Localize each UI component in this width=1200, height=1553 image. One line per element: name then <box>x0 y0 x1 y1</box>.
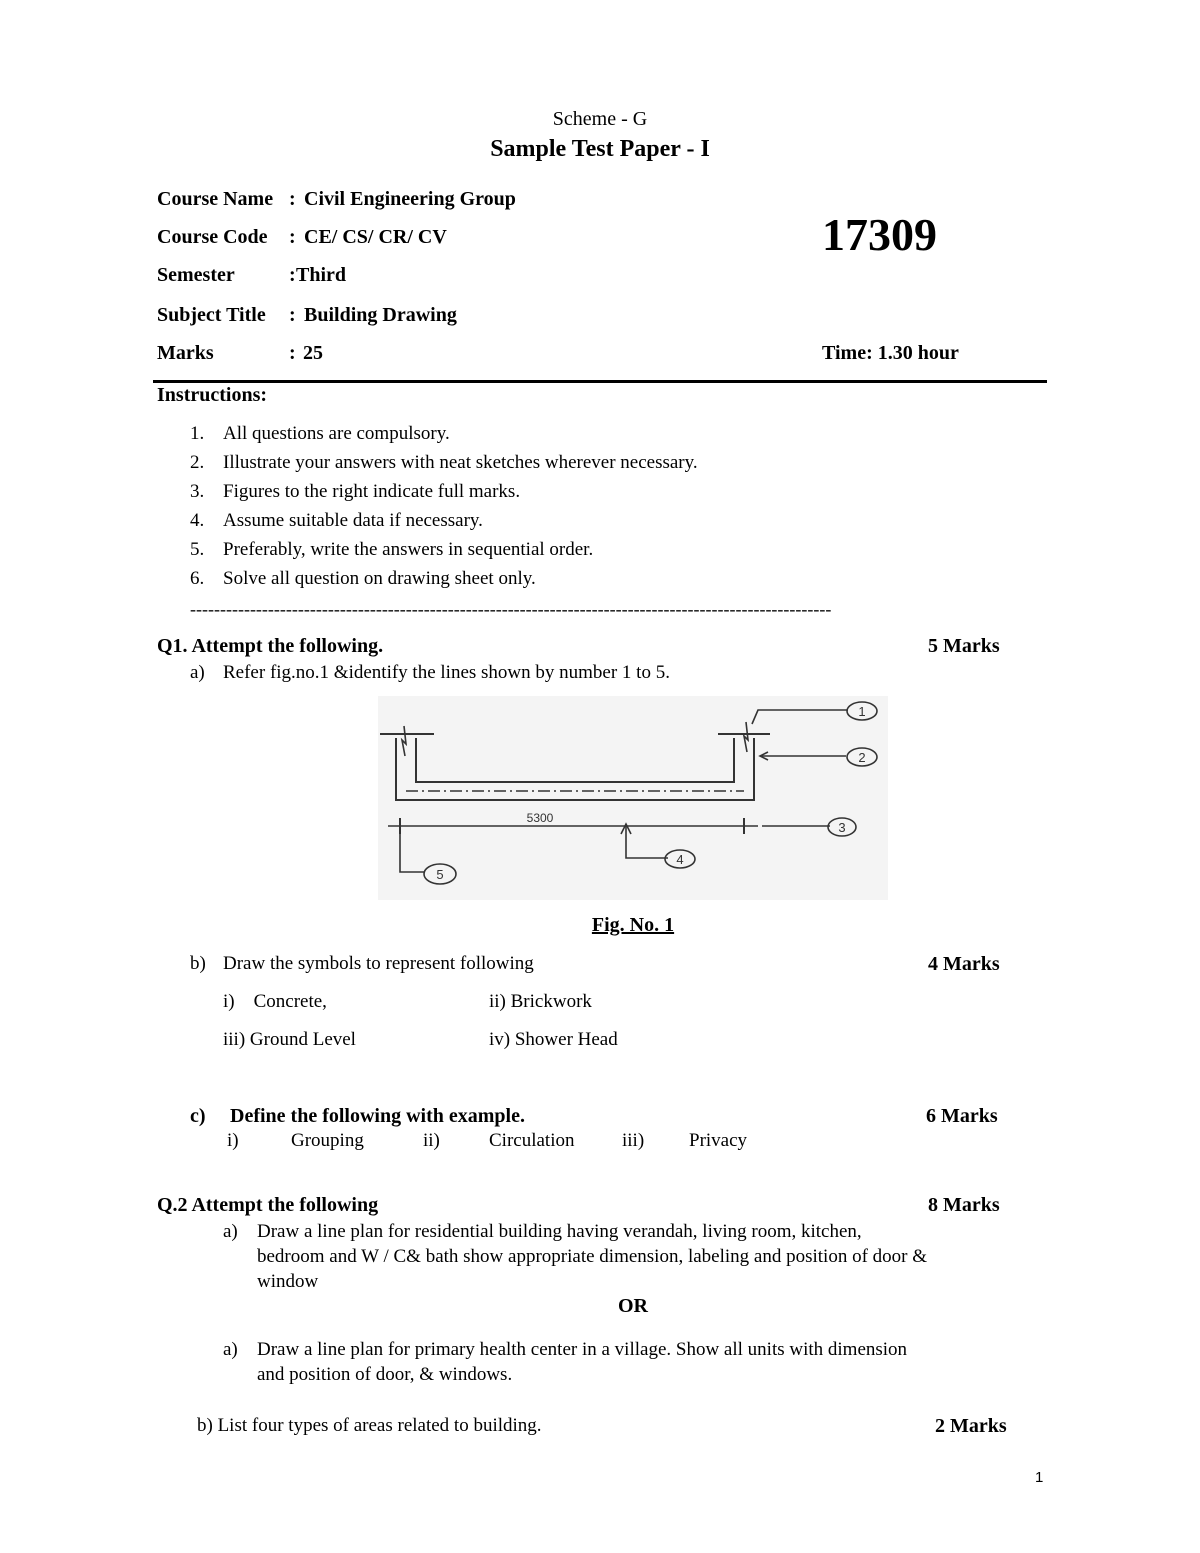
page-number: 1 <box>1035 1469 1044 1486</box>
q1-title: Q1. Attempt the following. <box>157 635 384 657</box>
q2b-marks: 2 Marks <box>935 1415 1007 1437</box>
course-code-value: CE/ CS/ CR/ CV <box>304 226 447 248</box>
symbol-item: ii) Brickwork <box>489 991 592 1012</box>
scheme-label: Scheme - G <box>552 108 648 130</box>
callout-5: 5 <box>436 867 444 882</box>
dimension-label: 5300 <box>526 811 554 825</box>
instruction-number: 4. <box>190 510 205 531</box>
marks-sep: : <box>289 342 296 364</box>
instructions-heading: Instructions: <box>157 384 268 406</box>
define-item: Privacy <box>689 1130 748 1151</box>
q2b-text: b) List four types of areas related to building. <box>197 1415 542 1436</box>
q2a-alt-text-line: Draw a line plan for primary health center in a village. Show all units with dimension <box>257 1339 908 1360</box>
define-item-number: i) <box>227 1130 239 1151</box>
header-rule <box>153 380 1047 383</box>
instruction-number: 1. <box>190 423 205 444</box>
instruction-item: Assume suitable data if necessary. <box>223 510 483 531</box>
instruction-number: 3. <box>190 481 205 502</box>
marks-value: 25 <box>303 342 323 364</box>
callout-3: 3 <box>838 820 846 835</box>
define-item-number: iii) <box>622 1130 645 1151</box>
callout-2: 2 <box>858 750 866 765</box>
symbol-item: iii) Ground Level <box>223 1029 356 1050</box>
q2a-text-line: Draw a line plan for residential building having verandah, living room, kitchen, <box>257 1221 862 1242</box>
q2a-text-line: bedroom and W / C& bath show appropriate dimension, labeling and position of door & <box>257 1246 928 1267</box>
instruction-number: 6. <box>190 568 205 589</box>
course-name-value: Civil Engineering Group <box>304 188 516 210</box>
q1-marks: 5 Marks <box>928 635 1000 657</box>
instruction-number: 2. <box>190 452 205 473</box>
q1b-text: Draw the symbols to represent following <box>223 953 534 974</box>
course-name-sep: : <box>289 188 296 210</box>
q1b-label: b) <box>190 953 206 974</box>
semester-sep: : <box>289 264 296 286</box>
instruction-number: 5. <box>190 539 205 560</box>
subject-title-value: Building Drawing <box>304 304 457 326</box>
instruction-item: Illustrate your answers with neat sketches wherever necessary. <box>223 452 698 473</box>
q2a-label: a) <box>223 1221 238 1242</box>
q1c-label: c) <box>190 1105 206 1127</box>
subject-title-label: Subject Title <box>157 304 266 326</box>
time-value: Time: 1.30 hour <box>822 342 959 364</box>
course-name-label: Course Name <box>157 188 274 210</box>
course-code-label: Course Code <box>157 226 268 248</box>
q1a-label: a) <box>190 662 205 683</box>
instruction-item: All questions are compulsory. <box>223 423 450 444</box>
or-separator: OR <box>618 1295 648 1317</box>
q1c-text: Define the following with example. <box>230 1105 525 1127</box>
semester-label: Semester <box>157 264 235 286</box>
semester-value: Third <box>296 264 347 286</box>
figure-1-drawing <box>378 696 888 900</box>
define-item: Grouping <box>291 1130 364 1151</box>
subject-code-number: 17309 <box>822 209 937 260</box>
callout-1: 1 <box>858 704 866 719</box>
figure-1-caption: Fig. No. 1 <box>591 914 675 936</box>
define-item-number: ii) <box>423 1130 440 1151</box>
q2a-alt-text-line: and position of door, & windows. <box>257 1364 513 1385</box>
instruction-item: Preferably, write the answers in sequential order. <box>223 539 594 560</box>
define-item: Circulation <box>489 1130 575 1151</box>
subject-title-sep: : <box>289 304 296 326</box>
q2a-alt-label: a) <box>223 1339 238 1360</box>
instruction-item: Figures to the right indicate full marks. <box>223 481 521 502</box>
marks-label: Marks <box>157 342 214 364</box>
course-code-sep: : <box>289 226 296 248</box>
dashed-divider: ----------------------------------------------------------------------------------------------------------- <box>190 599 832 619</box>
q2a-text-line: window <box>257 1271 319 1292</box>
paper-title: Sample Test Paper - I <box>490 136 710 162</box>
q1c-marks: 6 Marks <box>926 1105 998 1127</box>
symbol-item: i) Concrete, <box>223 991 327 1012</box>
q1b-marks: 4 Marks <box>928 953 1000 975</box>
q2-marks: 8 Marks <box>928 1194 1000 1216</box>
q2-title: Q.2 Attempt the following <box>157 1194 379 1216</box>
q1a-text: Refer fig.no.1 &identify the lines shown by number 1 to 5. <box>223 662 670 683</box>
callout-4: 4 <box>676 852 684 867</box>
symbol-item: iv) Shower Head <box>489 1029 618 1050</box>
instruction-item: Solve all question on drawing sheet only. <box>223 568 536 589</box>
